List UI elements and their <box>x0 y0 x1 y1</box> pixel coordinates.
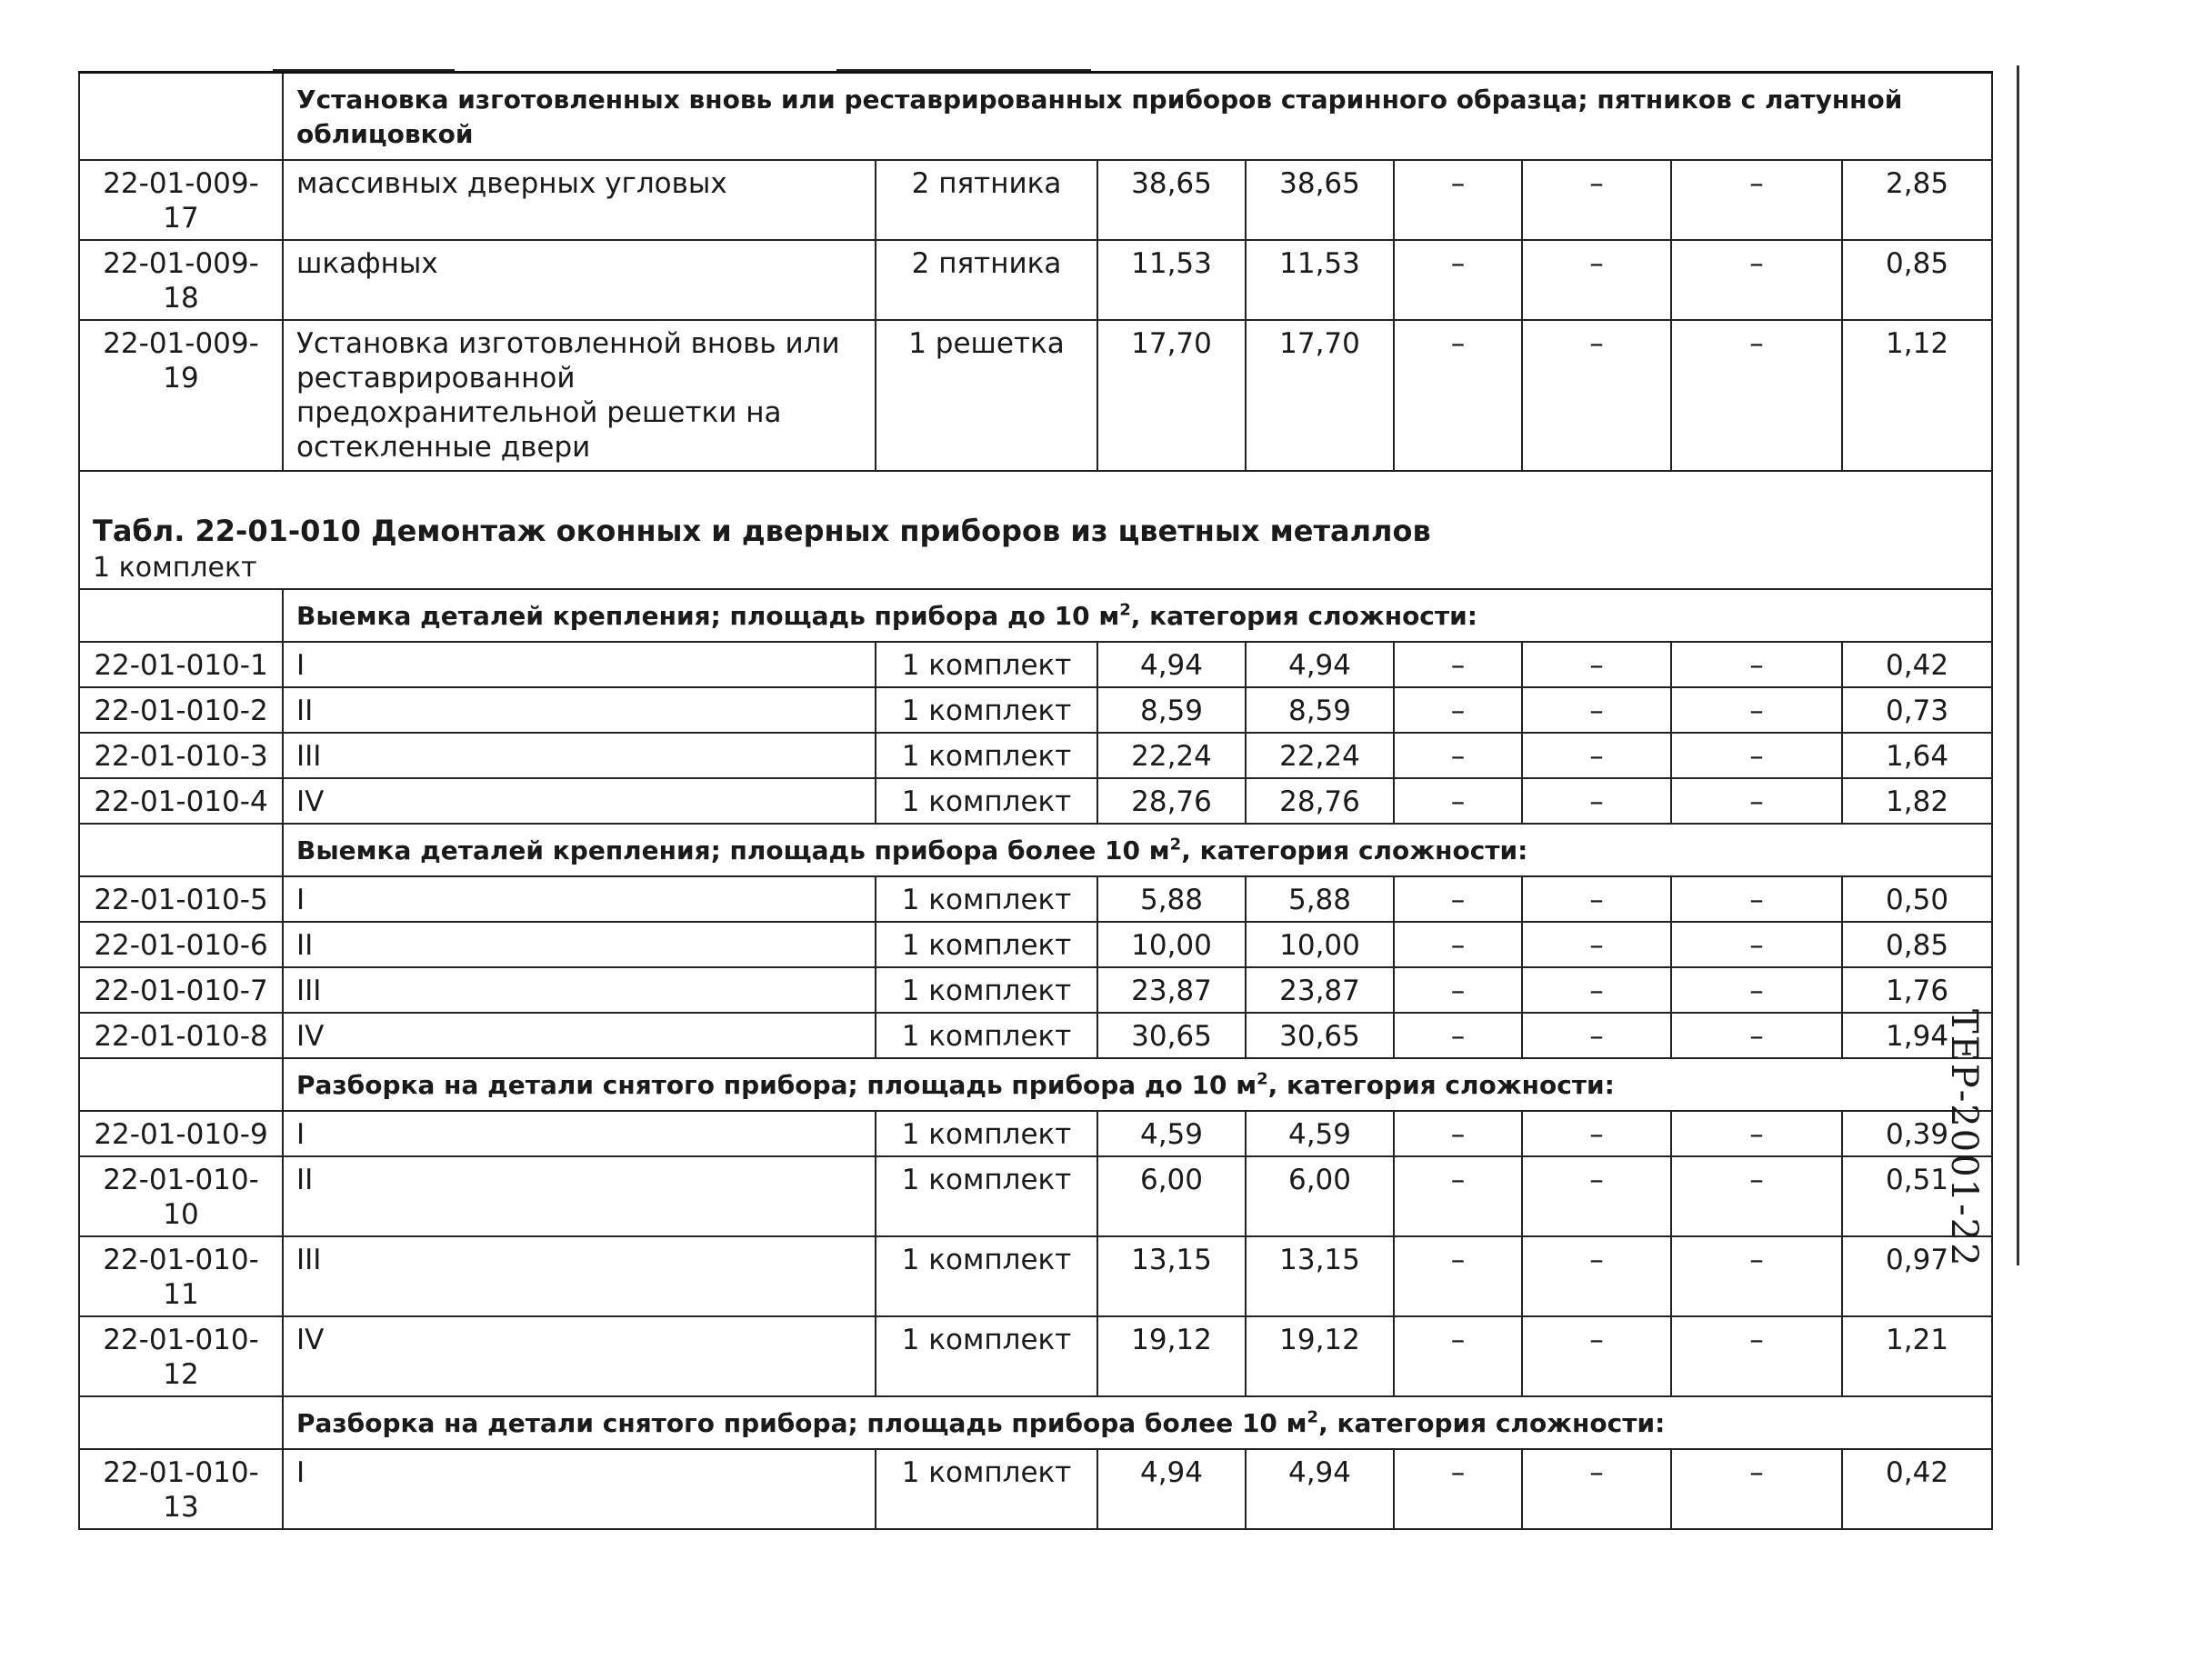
cost-cell: 11,53 <box>1097 240 1246 320</box>
table-row <box>79 922 1992 967</box>
unit-cell: 1 решетка <box>876 320 1097 471</box>
group-label: Разборка на детали снятого прибора; площадь прибора до 10 м <box>296 1070 1257 1100</box>
operator-wage-cell: – <box>1522 876 1671 922</box>
unit-cell: 2 пятника <box>876 240 1097 320</box>
cost-cell: 28,76 <box>1097 778 1246 824</box>
materials-cell: – <box>1671 160 1842 240</box>
group-header-row <box>79 824 1992 876</box>
group-label-superscript: 2 <box>1119 600 1131 620</box>
operator-wage-cell: – <box>1522 1316 1671 1396</box>
wage-cell: 11,53 <box>1246 240 1394 320</box>
group-header-row <box>79 1058 1992 1111</box>
unit-cell: 1 комплект <box>876 1449 1097 1529</box>
code-cell: 22-01-010-6 <box>79 922 283 967</box>
table-row <box>79 320 1992 471</box>
labor-cell: 0,42 <box>1842 1449 1992 1529</box>
labor-cell: 1,21 <box>1842 1316 1992 1396</box>
operator-wage-cell: – <box>1522 1449 1671 1529</box>
code-cell: 22-01-009-19 <box>79 320 283 471</box>
machine-cell: – <box>1394 1316 1522 1396</box>
group-label-suffix: , категория сложности: <box>1181 835 1528 865</box>
cost-cell: 4,94 <box>1097 1449 1246 1529</box>
group-label: Разборка на детали снятого прибора; площадь прибора более 10 м <box>296 1408 1307 1438</box>
machine-cell: – <box>1394 876 1522 922</box>
code-cell-empty <box>79 1396 283 1449</box>
wage-cell: 23,87 <box>1246 967 1394 1013</box>
operator-wage-cell: – <box>1522 642 1671 687</box>
unit-cell: 1 комплект <box>876 687 1097 733</box>
unit-cell: 1 комплект <box>876 1111 1097 1156</box>
group-label-superscript: 2 <box>1307 1407 1319 1427</box>
materials-cell: – <box>1671 642 1842 687</box>
group-label: Выемка деталей крепления; площадь прибора более 10 м <box>296 835 1170 865</box>
code-cell: 22-01-010-12 <box>79 1316 283 1396</box>
code-cell: 22-01-010-7 <box>79 967 283 1013</box>
materials-cell: – <box>1671 778 1842 824</box>
code-cell: 22-01-010-11 <box>79 1236 283 1316</box>
table-row <box>79 1449 1992 1529</box>
name-cell: II <box>283 922 876 967</box>
machine-cell: – <box>1394 160 1522 240</box>
operator-wage-cell: – <box>1522 1156 1671 1236</box>
unit-cell: 1 комплект <box>876 967 1097 1013</box>
table-row <box>79 1156 1992 1236</box>
labor-cell: 0,97 <box>1842 1236 1992 1316</box>
table-row <box>79 1013 1992 1058</box>
cost-cell: 13,15 <box>1097 1236 1246 1316</box>
group-label-suffix: , категория сложности: <box>1318 1408 1666 1438</box>
unit-cell: 1 комплект <box>876 1013 1097 1058</box>
materials-cell: – <box>1671 320 1842 471</box>
unit-cell: 2 пятника <box>876 160 1097 240</box>
name-cell: II <box>283 1156 876 1236</box>
machine-cell: – <box>1394 687 1522 733</box>
operator-wage-cell: – <box>1522 967 1671 1013</box>
group-header-row <box>79 1396 1992 1449</box>
materials-cell: – <box>1671 1316 1842 1396</box>
name-cell: III <box>283 1236 876 1316</box>
wage-cell: 4,59 <box>1246 1111 1394 1156</box>
wage-cell: 22,24 <box>1246 733 1394 778</box>
materials-cell: – <box>1671 922 1842 967</box>
table-row <box>79 642 1992 687</box>
machine-cell: – <box>1394 320 1522 471</box>
materials-cell: – <box>1671 1111 1842 1156</box>
name-cell: IV <box>283 1013 876 1058</box>
wage-cell: 4,94 <box>1246 1449 1394 1529</box>
name-cell: I <box>283 1111 876 1156</box>
code-cell-empty <box>79 73 283 161</box>
wage-cell: 5,88 <box>1246 876 1394 922</box>
name-cell: III <box>283 967 876 1013</box>
materials-cell: – <box>1671 876 1842 922</box>
wage-cell: 8,59 <box>1246 687 1394 733</box>
cost-cell: 10,00 <box>1097 922 1246 967</box>
code-cell-empty <box>79 1058 283 1111</box>
group-label-suffix: , категория сложности: <box>1130 601 1477 631</box>
machine-cell: – <box>1394 733 1522 778</box>
labor-cell: 0,51 <box>1842 1156 1992 1236</box>
wage-cell: 28,76 <box>1246 778 1394 824</box>
code-cell: 22-01-010-8 <box>79 1013 283 1058</box>
document-code-label: ТЕР-2001-22 <box>1943 1009 1985 1268</box>
name-cell: I <box>283 642 876 687</box>
unit-cell: 1 комплект <box>876 876 1097 922</box>
code-cell: 22-01-010-1 <box>79 642 283 687</box>
name-cell: IV <box>283 778 876 824</box>
name-cell: I <box>283 876 876 922</box>
unit-cell: 1 комплект <box>876 1156 1097 1236</box>
cost-cell: 8,59 <box>1097 687 1246 733</box>
cost-cell: 6,00 <box>1097 1156 1246 1236</box>
labor-cell: 1,12 <box>1842 320 1992 471</box>
table-row <box>79 240 1992 320</box>
labor-cell: 1,94 <box>1842 1013 1992 1058</box>
table-row <box>79 733 1992 778</box>
unit-cell: 1 комплект <box>876 733 1097 778</box>
labor-cell: 0,42 <box>1842 642 1992 687</box>
code-cell: 22-01-009-18 <box>79 240 283 320</box>
name-cell: IV <box>283 1316 876 1396</box>
code-cell-empty <box>79 824 283 876</box>
materials-cell: – <box>1671 1449 1842 1529</box>
operator-wage-cell: – <box>1522 160 1671 240</box>
cost-cell: 22,24 <box>1097 733 1246 778</box>
wage-cell: 6,00 <box>1246 1156 1394 1236</box>
operator-wage-cell: – <box>1522 687 1671 733</box>
price-table <box>78 71 1993 1530</box>
machine-cell: – <box>1394 1236 1522 1316</box>
group-header <box>283 1058 1992 1111</box>
operator-wage-cell: – <box>1522 733 1671 778</box>
labor-cell: 1,76 <box>1842 967 1992 1013</box>
materials-cell: – <box>1671 1236 1842 1316</box>
code-cell-empty <box>79 589 283 642</box>
group-header-row <box>79 589 1992 642</box>
wage-cell: 10,00 <box>1246 922 1394 967</box>
group-header <box>283 824 1992 876</box>
code-cell: 22-01-010-5 <box>79 876 283 922</box>
name-cell: III <box>283 733 876 778</box>
machine-cell: – <box>1394 1111 1522 1156</box>
group-label: Выемка деталей крепления; площадь прибора до 10 м <box>296 601 1120 631</box>
machine-cell: – <box>1394 1156 1522 1236</box>
table-row <box>79 778 1992 824</box>
labor-cell: 0,85 <box>1842 240 1992 320</box>
code-cell: 22-01-010-10 <box>79 1156 283 1236</box>
group-header <box>283 1396 1992 1449</box>
cost-cell: 23,87 <box>1097 967 1246 1013</box>
labor-cell: 1,82 <box>1842 778 1992 824</box>
operator-wage-cell: – <box>1522 320 1671 471</box>
cost-cell: 30,65 <box>1097 1013 1246 1058</box>
code-cell: 22-01-009-17 <box>79 160 283 240</box>
materials-cell: – <box>1671 967 1842 1013</box>
labor-cell: 0,85 <box>1842 922 1992 967</box>
machine-cell: – <box>1394 922 1522 967</box>
machine-cell: – <box>1394 1449 1522 1529</box>
table-title: Табл. 22-01-010 Демонтаж оконных и дверных приборов из цветных металлов <box>93 514 1431 548</box>
group-header <box>283 589 1992 642</box>
cost-cell: 19,12 <box>1097 1316 1246 1396</box>
cost-cell: 5,88 <box>1097 876 1246 922</box>
name-cell: шкафных <box>283 240 876 320</box>
code-cell: 22-01-010-3 <box>79 733 283 778</box>
machine-cell: – <box>1394 1013 1522 1058</box>
unit-cell: 1 комплект <box>876 1316 1097 1396</box>
machine-cell: – <box>1394 240 1522 320</box>
operator-wage-cell: – <box>1522 1111 1671 1156</box>
wage-cell: 19,12 <box>1246 1316 1394 1396</box>
operator-wage-cell: – <box>1522 1236 1671 1316</box>
materials-cell: – <box>1671 240 1842 320</box>
wage-cell: 13,15 <box>1246 1236 1394 1316</box>
cost-cell: 4,59 <box>1097 1111 1246 1156</box>
table-row <box>79 687 1992 733</box>
side-rule <box>2017 65 2019 1265</box>
table-row <box>79 967 1992 1013</box>
cost-cell: 4,94 <box>1097 642 1246 687</box>
operator-wage-cell: – <box>1522 240 1671 320</box>
name-cell: Установка изготовленной вновь или реставрированной предохранительной решетки на остекленные двери <box>283 320 876 471</box>
labor-cell: 2,85 <box>1842 160 1992 240</box>
group-label-superscript: 2 <box>1257 1069 1268 1089</box>
operator-wage-cell: – <box>1522 1013 1671 1058</box>
name-cell: массивных дверных угловых <box>283 160 876 240</box>
wage-cell: 4,94 <box>1246 642 1394 687</box>
unit-cell: 1 комплект <box>876 642 1097 687</box>
table-row <box>79 160 1992 240</box>
labor-cell: 0,39 <box>1842 1111 1992 1156</box>
cost-cell: 17,70 <box>1097 320 1246 471</box>
code-cell: 22-01-010-13 <box>79 1449 283 1529</box>
name-cell: II <box>283 687 876 733</box>
machine-cell: – <box>1394 642 1522 687</box>
table-row <box>79 1236 1992 1316</box>
code-cell: 22-01-010-9 <box>79 1111 283 1156</box>
operator-wage-cell: – <box>1522 922 1671 967</box>
labor-cell: 0,50 <box>1842 876 1992 922</box>
unit-cell: 1 комплект <box>876 1236 1097 1316</box>
section-header-row <box>79 73 1992 161</box>
materials-cell: – <box>1671 733 1842 778</box>
materials-cell: – <box>1671 1013 1842 1058</box>
labor-cell: 1,64 <box>1842 733 1992 778</box>
group-label-superscript: 2 <box>1169 835 1182 855</box>
name-cell: I <box>283 1449 876 1529</box>
wage-cell: 17,70 <box>1246 320 1394 471</box>
table-body <box>79 73 1992 1530</box>
code-cell: 22-01-010-4 <box>79 778 283 824</box>
table-row <box>79 1111 1992 1156</box>
machine-cell: – <box>1394 967 1522 1013</box>
materials-cell: – <box>1671 687 1842 733</box>
machine-cell: – <box>1394 778 1522 824</box>
table-row <box>79 876 1992 922</box>
group-label-suffix: , категория сложности: <box>1267 1070 1615 1100</box>
cost-cell: 38,65 <box>1097 160 1246 240</box>
table-row <box>79 1316 1992 1396</box>
wage-cell: 38,65 <box>1246 160 1394 240</box>
unit-cell: 1 комплект <box>876 922 1097 967</box>
wage-cell: 30,65 <box>1246 1013 1394 1058</box>
code-cell: 22-01-010-2 <box>79 687 283 733</box>
operator-wage-cell: – <box>1522 778 1671 824</box>
table-caption-row <box>79 471 1992 589</box>
labor-cell: 0,73 <box>1842 687 1992 733</box>
materials-cell: – <box>1671 1156 1842 1236</box>
section-header: Установка изготовленных вновь или реставрированных приборов старинного образца; пятников с латунной облицовкой <box>283 73 1992 161</box>
table-unit: 1 комплект <box>93 552 257 584</box>
unit-cell: 1 комплект <box>876 778 1097 824</box>
table-caption <box>79 471 1992 589</box>
